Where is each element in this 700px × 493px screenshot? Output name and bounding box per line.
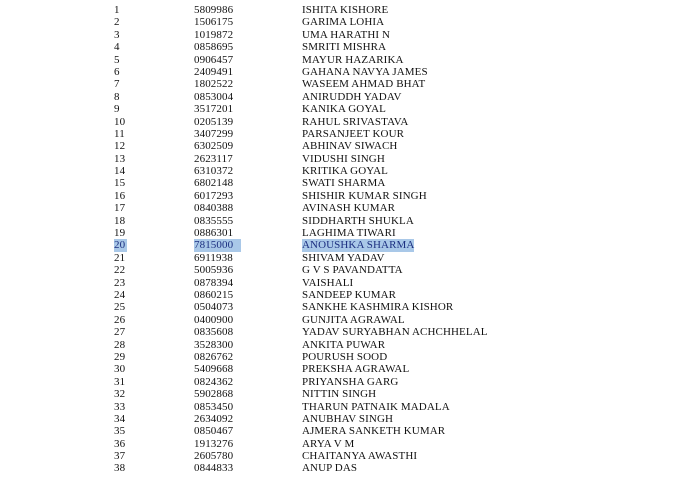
table-row[interactable] [0,363,700,375]
serial-number[interactable]: 31 [114,375,126,388]
table-row[interactable] [0,140,700,152]
serial-number[interactable]: 30 [114,363,126,376]
roll-number[interactable]: 1802522 [194,78,234,91]
candidate-name[interactable]: KANIKA GOYAL [302,103,387,116]
roll-number[interactable]: 6911938 [194,251,233,264]
serial-number[interactable]: 3 [114,28,120,41]
candidate-name[interactable]: SANKHE KASHMIRA KISHOR [302,301,454,314]
roll-number[interactable]: 2634092 [194,412,234,425]
candidate-name[interactable]: ABHINAV SIWACH [302,140,398,153]
table-row[interactable] [0,190,700,202]
table-row[interactable] [0,4,700,16]
table-row[interactable] [0,128,700,140]
serial-number[interactable]: 11 [114,127,125,140]
candidate-name[interactable]: WASEEM AHMAD BHAT [302,78,426,91]
serial-number[interactable]: 23 [114,276,126,289]
serial-number[interactable]: 5 [114,53,120,66]
candidate-name[interactable]: UMA HARATHI N [302,28,391,41]
table-row[interactable] [0,165,700,177]
table-row[interactable] [0,116,700,128]
roll-number[interactable]: 6802148 [194,177,234,190]
candidate-name[interactable]: GARIMA LOHIA [302,16,385,29]
roll-number[interactable]: 0850467 [194,425,234,438]
serial-number[interactable]: 10 [114,115,126,128]
candidate-name[interactable]: RAHUL SRIVASTAVA [302,115,409,128]
serial-number[interactable]: 28 [114,338,126,351]
candidate-name[interactable]: SANDEEP KUMAR [302,288,397,301]
serial-number[interactable]: 15 [114,177,126,190]
roll-number[interactable]: 0826762 [194,350,234,363]
candidate-name[interactable]: POURUSH SOOD [302,350,388,363]
candidate-name[interactable]: SHIVAM YADAV [302,251,385,264]
roll-number[interactable]: 3517201 [194,103,234,116]
table-row[interactable] [0,252,700,264]
table-row[interactable] [0,462,700,474]
table-row[interactable] [0,153,700,165]
table-row[interactable] [0,450,700,462]
serial-number[interactable]: 8 [114,90,120,103]
table-row[interactable] [0,401,700,413]
candidate-name[interactable]: YADAV SURYABHAN ACHCHHELAL [302,326,488,339]
candidate-name[interactable]: GAHANA NAVYA JAMES [302,65,428,78]
serial-number[interactable]: 37 [114,450,126,463]
table-row[interactable] [0,54,700,66]
roll-number[interactable]: 5409668 [194,363,234,376]
roll-number[interactable]: 7815000 [194,239,241,251]
table-row[interactable] [0,376,700,388]
serial-number[interactable]: 12 [114,140,126,153]
roll-number[interactable]: 0835608 [194,326,234,339]
candidate-name[interactable]: ANKITA PUWAR [302,338,386,351]
table-row[interactable] [0,289,700,301]
candidate-name[interactable]: ANOUSHKA SHARMA [302,239,415,252]
candidate-name[interactable]: CHAITANYA AWASTHI [302,450,418,463]
candidate-name[interactable]: PREKSHA AGRAWAL [302,363,410,376]
roll-number[interactable]: 6017293 [194,189,234,202]
candidate-name[interactable]: AVINASH KUMAR [302,202,396,215]
roll-number[interactable]: 0906457 [194,53,234,66]
candidate-name[interactable]: THARUN PATNAIK MADALA [302,400,450,413]
candidate-name[interactable]: SHISHIR KUMAR SINGH [302,189,427,202]
roll-number[interactable]: 0844833 [194,462,234,475]
table-row[interactable] [0,326,700,338]
roll-number[interactable]: 0878394 [194,276,234,289]
roll-number[interactable]: 5005936 [194,264,234,277]
table-row[interactable] [0,227,700,239]
roll-number[interactable]: 0858695 [194,41,234,54]
roll-number[interactable]: 0860215 [194,288,234,301]
candidate-name[interactable]: VIDUSHI SINGH [302,152,385,165]
table-row[interactable] [0,351,700,363]
roll-number[interactable]: 2605780 [194,450,234,463]
candidate-name[interactable]: SIDDHARTH SHUKLA [302,214,414,227]
serial-number[interactable]: 29 [114,350,126,363]
serial-number[interactable]: 24 [114,288,126,301]
table-row[interactable] [0,202,700,214]
table-row[interactable] [0,29,700,41]
table-row[interactable] [0,388,700,400]
serial-number[interactable]: 9 [114,103,120,116]
table-row[interactable] [0,66,700,78]
roll-number[interactable]: 1506175 [194,16,234,29]
table-row[interactable] [0,438,700,450]
serial-number[interactable]: 32 [114,388,126,401]
candidate-name[interactable]: ANUP DAS [302,462,358,475]
table-row[interactable] [0,314,700,326]
roll-number[interactable]: 0504073 [194,301,234,314]
roll-number[interactable]: 2623117 [194,152,233,165]
roll-number[interactable]: 1019872 [194,28,234,41]
roll-number[interactable]: 2409491 [194,65,234,78]
candidate-name[interactable]: MAYUR HAZARIKA [302,53,404,66]
candidate-name[interactable]: ISHITA KISHORE [302,4,389,16]
roll-number[interactable]: 0853004 [194,90,234,103]
roll-number[interactable]: 3528300 [194,338,234,351]
serial-number[interactable]: 1 [114,4,120,16]
table-row[interactable] [0,16,700,28]
candidate-name[interactable]: NITTIN SINGH [302,388,377,401]
candidate-name[interactable]: G V S PAVANDATTA [302,264,403,277]
candidate-name[interactable]: AJMERA SANKETH KUMAR [302,425,446,438]
table-row[interactable] [0,277,700,289]
serial-number[interactable]: 25 [114,301,126,314]
serial-number[interactable]: 36 [114,437,126,450]
serial-number[interactable]: 20 [114,239,126,252]
serial-number[interactable]: 19 [114,227,126,240]
serial-number[interactable]: 35 [114,425,126,438]
serial-number[interactable]: 34 [114,412,126,425]
serial-number[interactable]: 26 [114,313,126,326]
serial-number[interactable]: 17 [114,202,126,215]
roll-number[interactable]: 0840388 [194,202,234,215]
serial-number[interactable]: 27 [114,326,126,339]
roll-number[interactable]: 3407299 [194,127,234,140]
table-row[interactable] [0,177,700,189]
table-row[interactable] [0,264,700,276]
candidate-name[interactable]: ANUBHAV SINGH [302,412,394,425]
serial-number[interactable]: 4 [114,41,120,54]
serial-number[interactable]: 13 [114,152,126,165]
table-row[interactable] [0,413,700,425]
candidate-name[interactable]: PARSANJEET KOUR [302,127,405,140]
roll-number[interactable]: 0886301 [194,227,234,240]
table-row[interactable] [0,425,700,437]
roll-number[interactable]: 0400900 [194,313,234,326]
table-row[interactable] [0,78,700,90]
table-row[interactable] [0,103,700,115]
table-row[interactable] [0,239,700,251]
roll-number[interactable]: 0824362 [194,375,234,388]
serial-number[interactable]: 38 [114,462,126,475]
roll-number[interactable]: 0205139 [194,115,234,128]
roll-number[interactable]: 0835555 [194,214,234,227]
candidate-name[interactable]: LAGHIMA TIWARI [302,227,396,240]
serial-number[interactable]: 7 [114,78,120,91]
roll-number[interactable]: 0853450 [194,400,234,413]
serial-number[interactable]: 33 [114,400,126,413]
candidate-name[interactable]: PRIYANSHA GARG [302,375,399,388]
table-row[interactable] [0,91,700,103]
candidate-name[interactable]: ANIRUDDH YADAV [302,90,402,103]
serial-number[interactable]: 18 [114,214,126,227]
table-row[interactable] [0,339,700,351]
candidate-name[interactable]: VAISHALI [302,276,354,289]
roll-number[interactable]: 6310372 [194,165,234,178]
serial-number[interactable]: 21 [114,251,126,264]
candidate-name[interactable]: SWATI SHARMA [302,177,386,190]
serial-number[interactable]: 16 [114,189,126,202]
roll-number[interactable]: 5902868 [194,388,234,401]
roll-number[interactable]: 5809986 [194,4,234,16]
roll-number[interactable]: 1913276 [194,437,234,450]
candidate-name[interactable]: SMRITI MISHRA [302,41,387,54]
serial-number[interactable]: 14 [114,165,126,178]
table-row[interactable] [0,41,700,53]
candidate-name[interactable]: KRITIKA GOYAL [302,165,388,178]
results-list [0,4,700,475]
serial-number[interactable]: 22 [114,264,126,277]
serial-number[interactable]: 2 [114,16,120,29]
serial-number[interactable]: 6 [114,65,120,78]
candidate-name[interactable]: GUNJITA AGRAWAL [302,313,405,326]
table-row[interactable] [0,301,700,313]
candidate-name[interactable]: ARYA V M [302,437,355,450]
table-row[interactable] [0,215,700,227]
roll-number[interactable]: 6302509 [194,140,234,153]
